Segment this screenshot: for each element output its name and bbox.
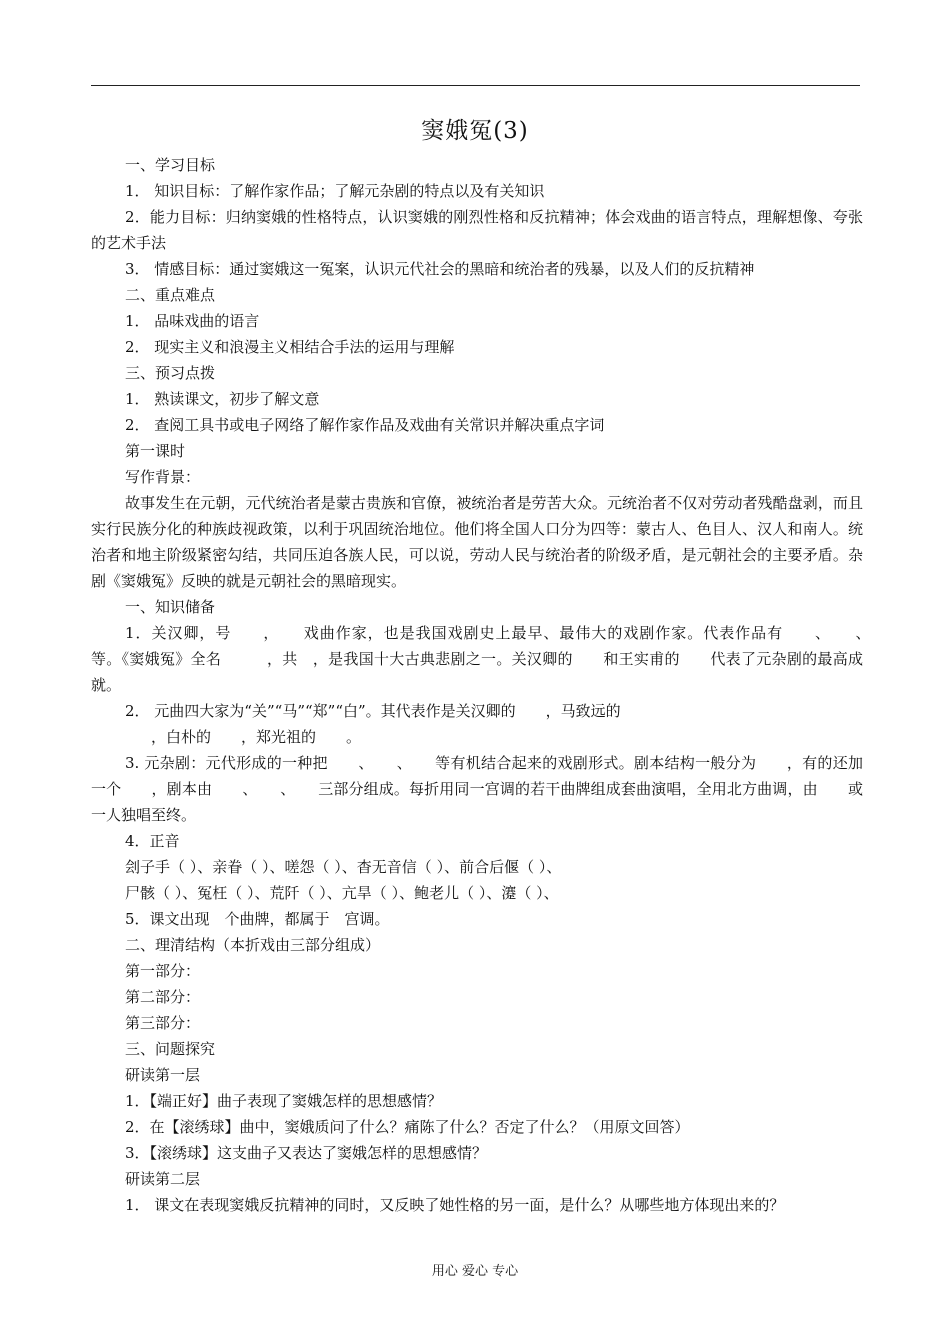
document-body [91, 152, 894, 1218]
question-item: 1．【端正好】曲子表现了窦娥怎样的思想感情？ [125, 1092, 443, 1110]
section-heading: 一、学习目标 [125, 156, 216, 174]
list-item: 1． 熟读课文，初步了解文意 [125, 390, 320, 408]
structure-line: 第一部分： [125, 962, 201, 980]
pronunciation-line: 尸骸（ ）、冤枉（ ）、荒阡（ ）、亢旱（ ）、鲍老儿（ ）、瀽（ ）、 [125, 884, 559, 902]
page-footer: 用心 爱心 专心 [431, 1264, 519, 1279]
list-item: 3. 元杂剧：元代形成的一种把 、 、 等有机结合起来的戏剧形式。剧本结构一般分为 ，有的还加一个 ，剧本由 、 、 三部分组成。每折用同一宫调的若干曲牌组成套曲演唱，全用北方曲调，由 或 一人独唱至终。 [91, 754, 894, 824]
list-item: 5．课文出现 个曲牌，都属于 宫调。 [125, 910, 390, 928]
list-item: 2．能力目标：归纳窦娥的性格特点，认识窦娥的刚烈性格和反抗精神；体会戏曲的语言特点，理解想像、夸张的艺术手法 [91, 208, 863, 252]
pronunciation-line: 刽子手（ ）、亲眷（ ）、嗟怨（ ）、杳无音信（ ）、前合后偃（ ）、 [125, 858, 562, 876]
section-heading: 一、知识储备 [125, 598, 216, 616]
header-rule [91, 85, 860, 86]
list-item: 1． 知识目标：了解作家作品；了解元杂剧的特点以及有关知识 [125, 182, 545, 200]
subheading: 写作背景： [125, 468, 201, 486]
list-item: 2． 元曲四大家为“关”“马”“郑”“白”。其代表作是关汉卿的 ，马致远的 [125, 702, 621, 720]
subheading: 研读第一层 [125, 1066, 201, 1084]
question-item: 1． 课文在表现窦娥反抗精神的同时，又反映了她性格的另一面，是什么？从哪些地方体现出来的？ [125, 1196, 785, 1214]
section-heading: 三、问题探究 [125, 1040, 216, 1058]
subheading: 研读第二层 [125, 1170, 201, 1188]
page-title: 窦娥冤(3) [421, 118, 529, 144]
question-item: 2．在【滚绣球】曲中，窦娥质问了什么？痛陈了什么？否定了什么？（用原文回答） [125, 1118, 690, 1136]
list-item-continuation: ，白朴的 ，郑光祖的 。 [151, 728, 362, 746]
section-heading: 二、理清结构（本折戏由三部分组成） [125, 936, 381, 954]
structure-line: 第二部分： [125, 988, 201, 1006]
question-item: 3．【滚绣球】这支曲子又表达了窦娥怎样的思想感情？ [125, 1144, 488, 1162]
section-heading: 二、重点难点 [125, 286, 216, 304]
structure-line: 第三部分： [125, 1014, 201, 1032]
lesson-heading: 第一课时 [125, 442, 186, 460]
list-item: 2． 查阅工具书或电子网络了解作家作品及戏曲有关常识并解决重点字词 [125, 416, 605, 434]
background-paragraph: 故事发生在元朝，元代统治者是蒙古贵族和官僚，被统治者是劳苦大众。元统治者不仅对劳动者残酷盘剥，而且实行民族分化的种族歧视政策，以利于巩固统治地位。他们将全国人口分为四等：蒙古人、色目人、汉人和南人。统治者和地主阶级紧密勾结，共同压迫各族人民，可以说，劳动人民与统治者的阶级矛盾，是元朝社会的主要矛盾。杂剧《窦娥冤》反映的就是元朝社会的黑暗现实。 [91, 494, 863, 590]
list-item: 2． 现实主义和浪漫主义相结合手法的运用与理解 [125, 338, 455, 356]
list-item: 4．正音 [125, 832, 180, 850]
section-heading: 三、预习点拨 [125, 364, 216, 382]
list-item: 3． 情感目标：通过窦娥这一冤案，认识元代社会的黑暗和统治者的残暴，以及人们的反抗精神 [125, 260, 755, 278]
list-item: 1．关汉卿，号 ， 戏曲作家，也是我国戏剧史上最早、最伟大的戏剧作家。代表作品有 、 、 等。《窦娥冤》全名 ，共 ，是我国十大古典悲剧之一。关汉卿的 和王实甫的 代表了元杂剧的最高成就。 [91, 624, 894, 694]
list-item: 1． 品味戏曲的语言 [125, 312, 260, 330]
